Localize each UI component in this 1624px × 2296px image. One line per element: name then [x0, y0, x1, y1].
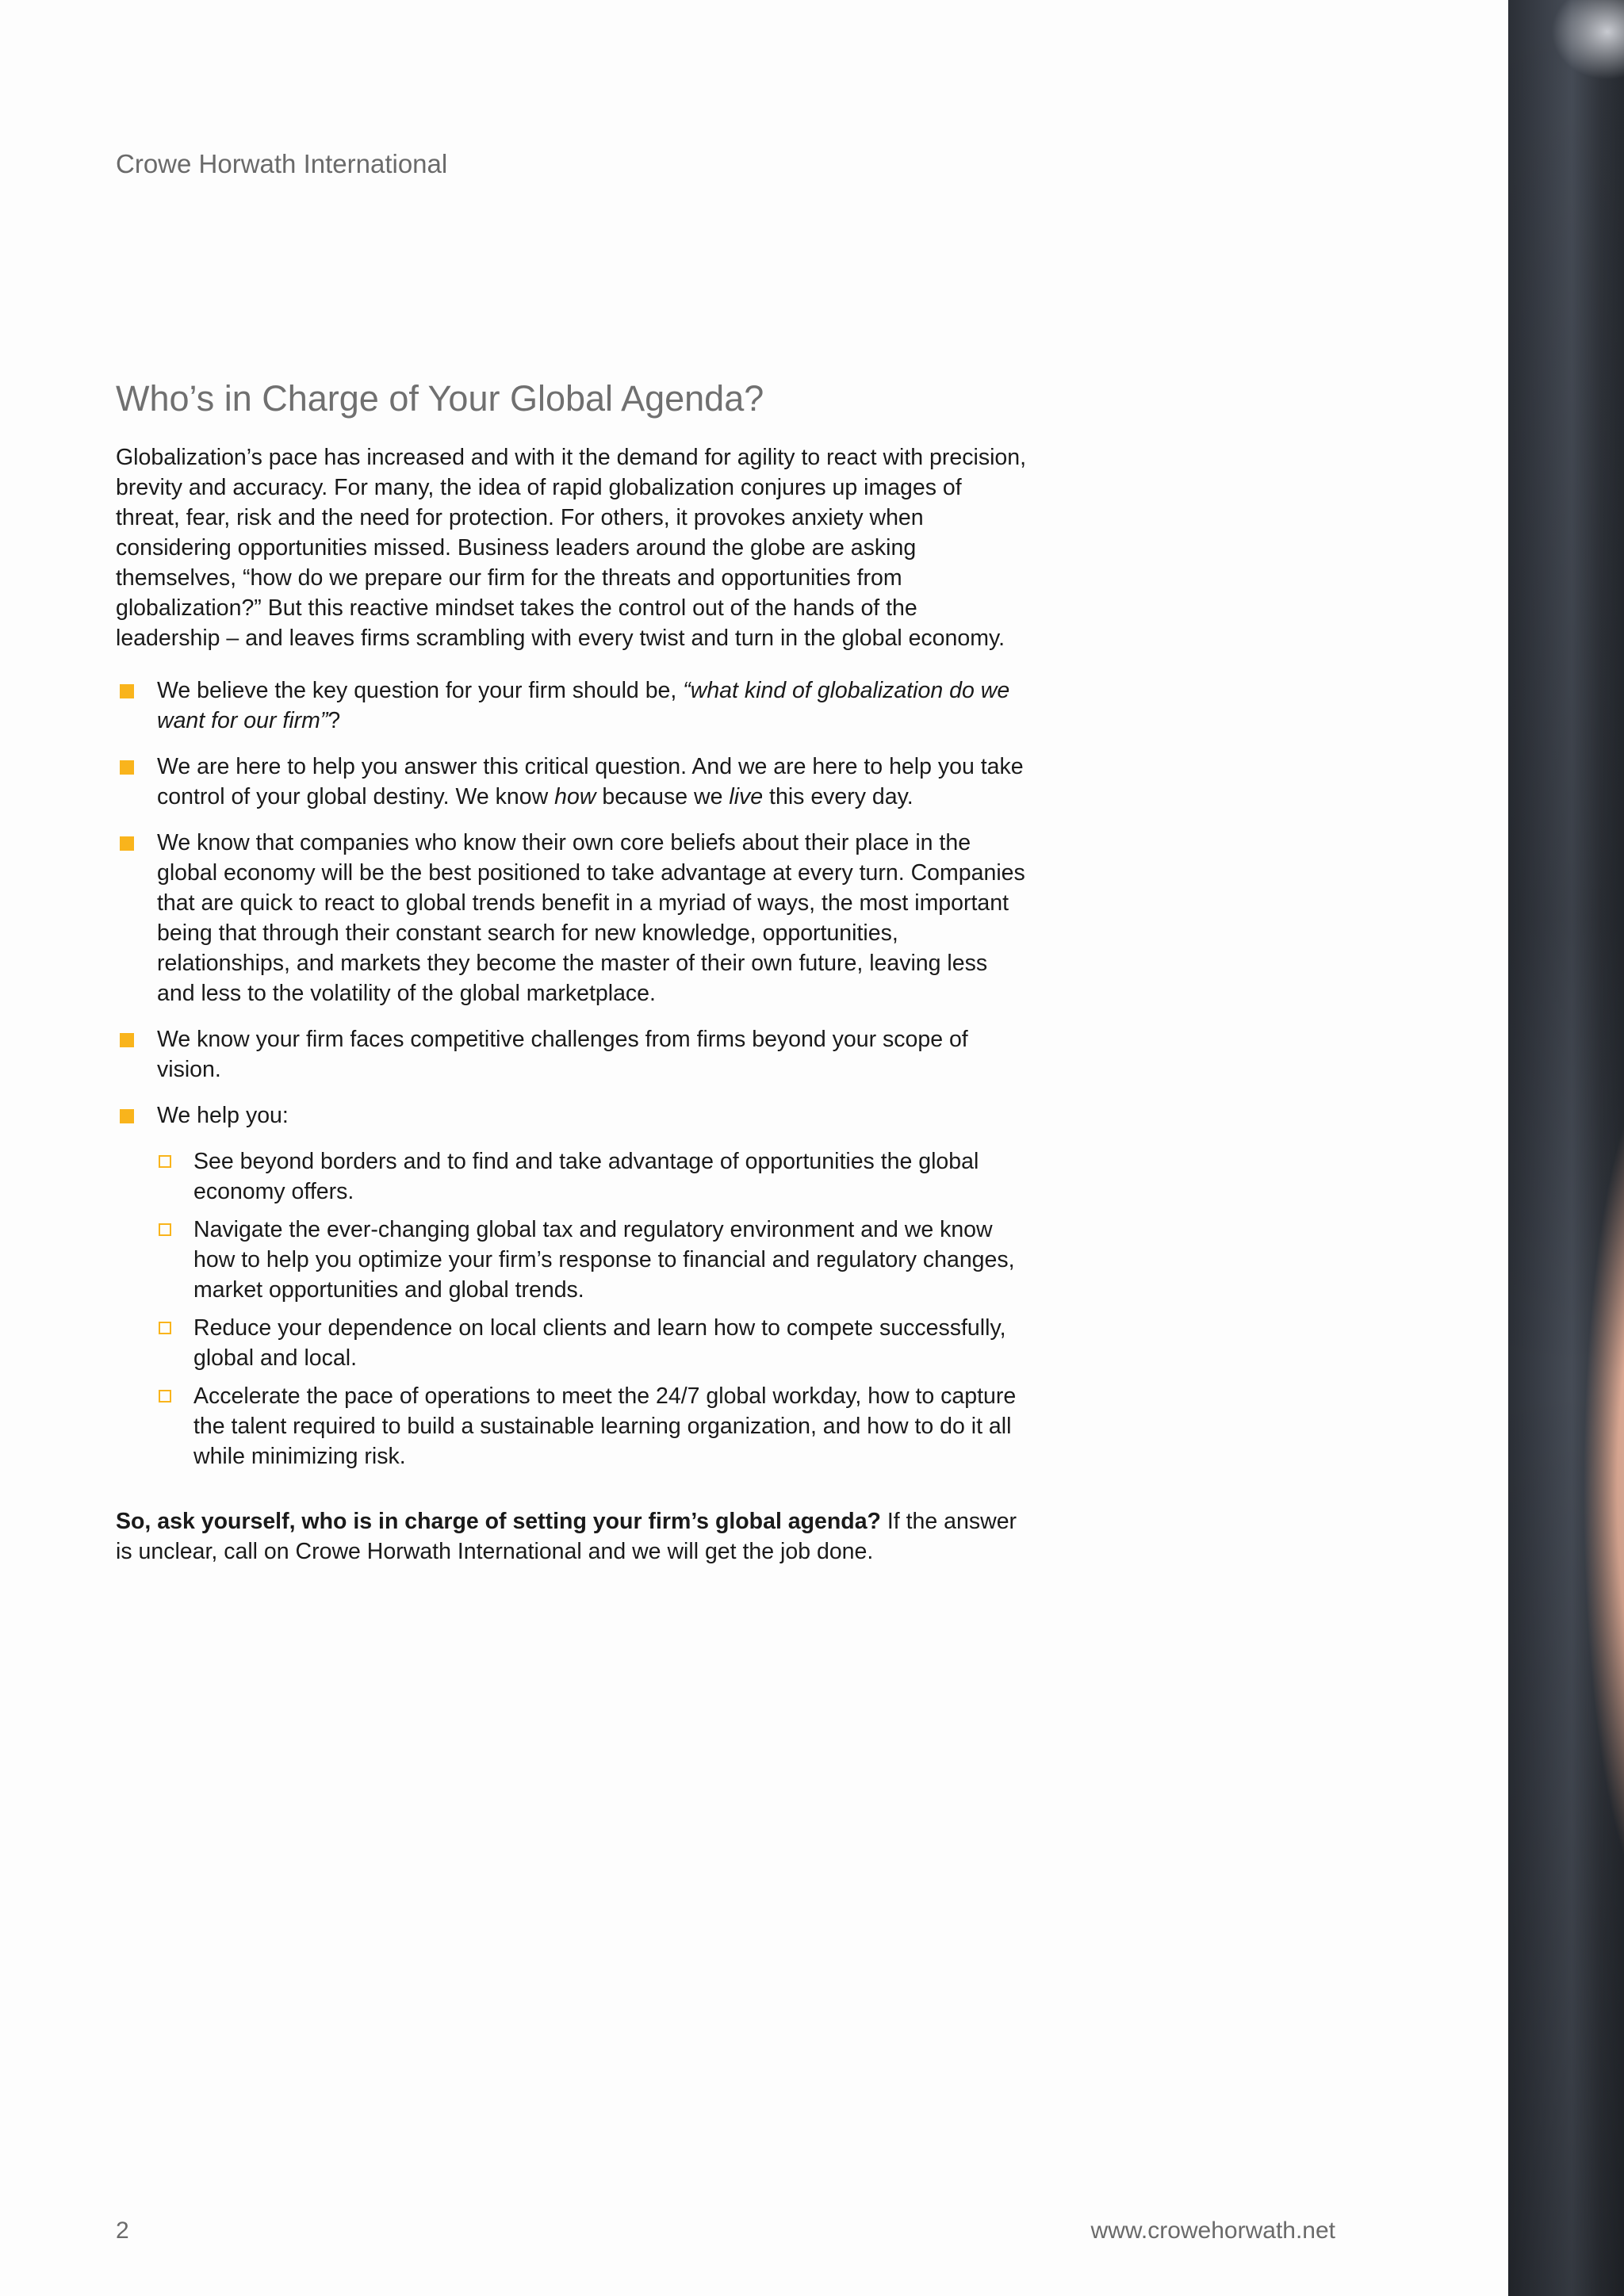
sub-list-item: [157, 1215, 1028, 1305]
closing-text: If the answer is unclear, call on Crowe Horwath International and we will get the job done.: [116, 1509, 1017, 1564]
photo-shade: [1508, 0, 1624, 2296]
header-brand: Crowe Horwath International: [116, 149, 448, 178]
list-item: [116, 675, 1028, 736]
bullet-list: [116, 675, 1028, 1471]
list-item: [116, 752, 1028, 812]
bullet-text: We help you:: [157, 1103, 289, 1128]
page-title: Who’s in Charge of Your Global Agenda?: [116, 378, 764, 419]
page-number: 2: [116, 2218, 129, 2244]
bullet-text: We are here to help you answer this critical question. And we are here to help you take control of your global destiny. We know: [157, 754, 1024, 809]
intro-paragraph: Globalization’s pace has increased and with it the demand for agility to react with precision, brevity and accuracy. For many, the idea of rapid globalization conjures up images of threat, fear, risk and the need for protection. For others, it provokes anxiety when considering opportunities missed. Business leaders around the globe are asking themselves, “how do we prepare our firm for the threats and opportunities from globalization?” But this reactive mindset takes the control out of the hands of the leadership – and leaves firms scrambling with every twist and turn in the global economy.: [116, 445, 1027, 651]
side-photo: [1508, 0, 1624, 2296]
closing-question: So, ask yourself, who is in charge of setting your firm’s global agenda?: [116, 1509, 881, 1534]
bullet-emphasis: “what kind of globalization do we want for our firm”: [157, 678, 1010, 733]
list-item: [116, 1100, 1028, 1471]
sub-bullet-text: Navigate the ever-changing global tax and regulatory environment and we know how to help you optimize your firm’s response to financial and regulatory changes, market opportunities and global trends.: [193, 1217, 1015, 1303]
bullet-text: We believe the key question for your firm should be,: [157, 678, 684, 703]
sub-bullet-text: Reduce your dependence on local clients and learn how to compete successfully, global and local.: [193, 1315, 1006, 1371]
sub-bullet-text: See beyond borders and to find and take advantage of opportunities the global economy offers.: [193, 1149, 979, 1204]
sub-list-item: [157, 1146, 1028, 1207]
sub-list-item: [157, 1313, 1028, 1373]
outline-square-icon: [159, 1223, 171, 1236]
filled-square-icon: [120, 1109, 134, 1123]
bullet-text: because we: [596, 784, 730, 809]
bullet-text: ?: [327, 708, 341, 733]
bullet-text: We know your firm faces competitive challenges from firms beyond your scope of vision.: [157, 1027, 968, 1082]
bullet-text: this every day.: [763, 784, 914, 809]
article: [116, 377, 1028, 1567]
filled-square-icon: [120, 836, 134, 851]
outline-square-icon: [159, 1155, 171, 1168]
footer-url: www.crowehorwath.net: [1090, 2218, 1335, 2244]
sub-list-item: [157, 1381, 1028, 1471]
filled-square-icon: [120, 684, 134, 698]
list-item: [116, 828, 1028, 1008]
outline-square-icon: [159, 1322, 171, 1334]
closing-paragraph: [116, 1506, 1028, 1567]
bullet-emphasis: how: [554, 784, 596, 809]
bullet-text: We know that companies who know their own core beliefs about their place in the global economy will be the best positioned to take advantage at every turn. Companies that are quick to react to global trends benefit in a myriad of ways, the most important being that through their constant search for new knowledge, opportunities, relationships, and markets they become the master of their own future, leaving less and less to the volatility of the global marketplace.: [157, 830, 1025, 1006]
filled-square-icon: [120, 1033, 134, 1047]
sub-list: [157, 1146, 1028, 1471]
bullet-emphasis: live: [729, 784, 764, 809]
filled-square-icon: [120, 760, 134, 775]
sub-bullet-text: Accelerate the pace of operations to meet the 24/7 global workday, how to capture the talent required to build a sustainable learning organization, and how to do it all while minimizing risk.: [193, 1383, 1017, 1469]
outline-square-icon: [159, 1390, 171, 1402]
list-item: [116, 1024, 1028, 1085]
